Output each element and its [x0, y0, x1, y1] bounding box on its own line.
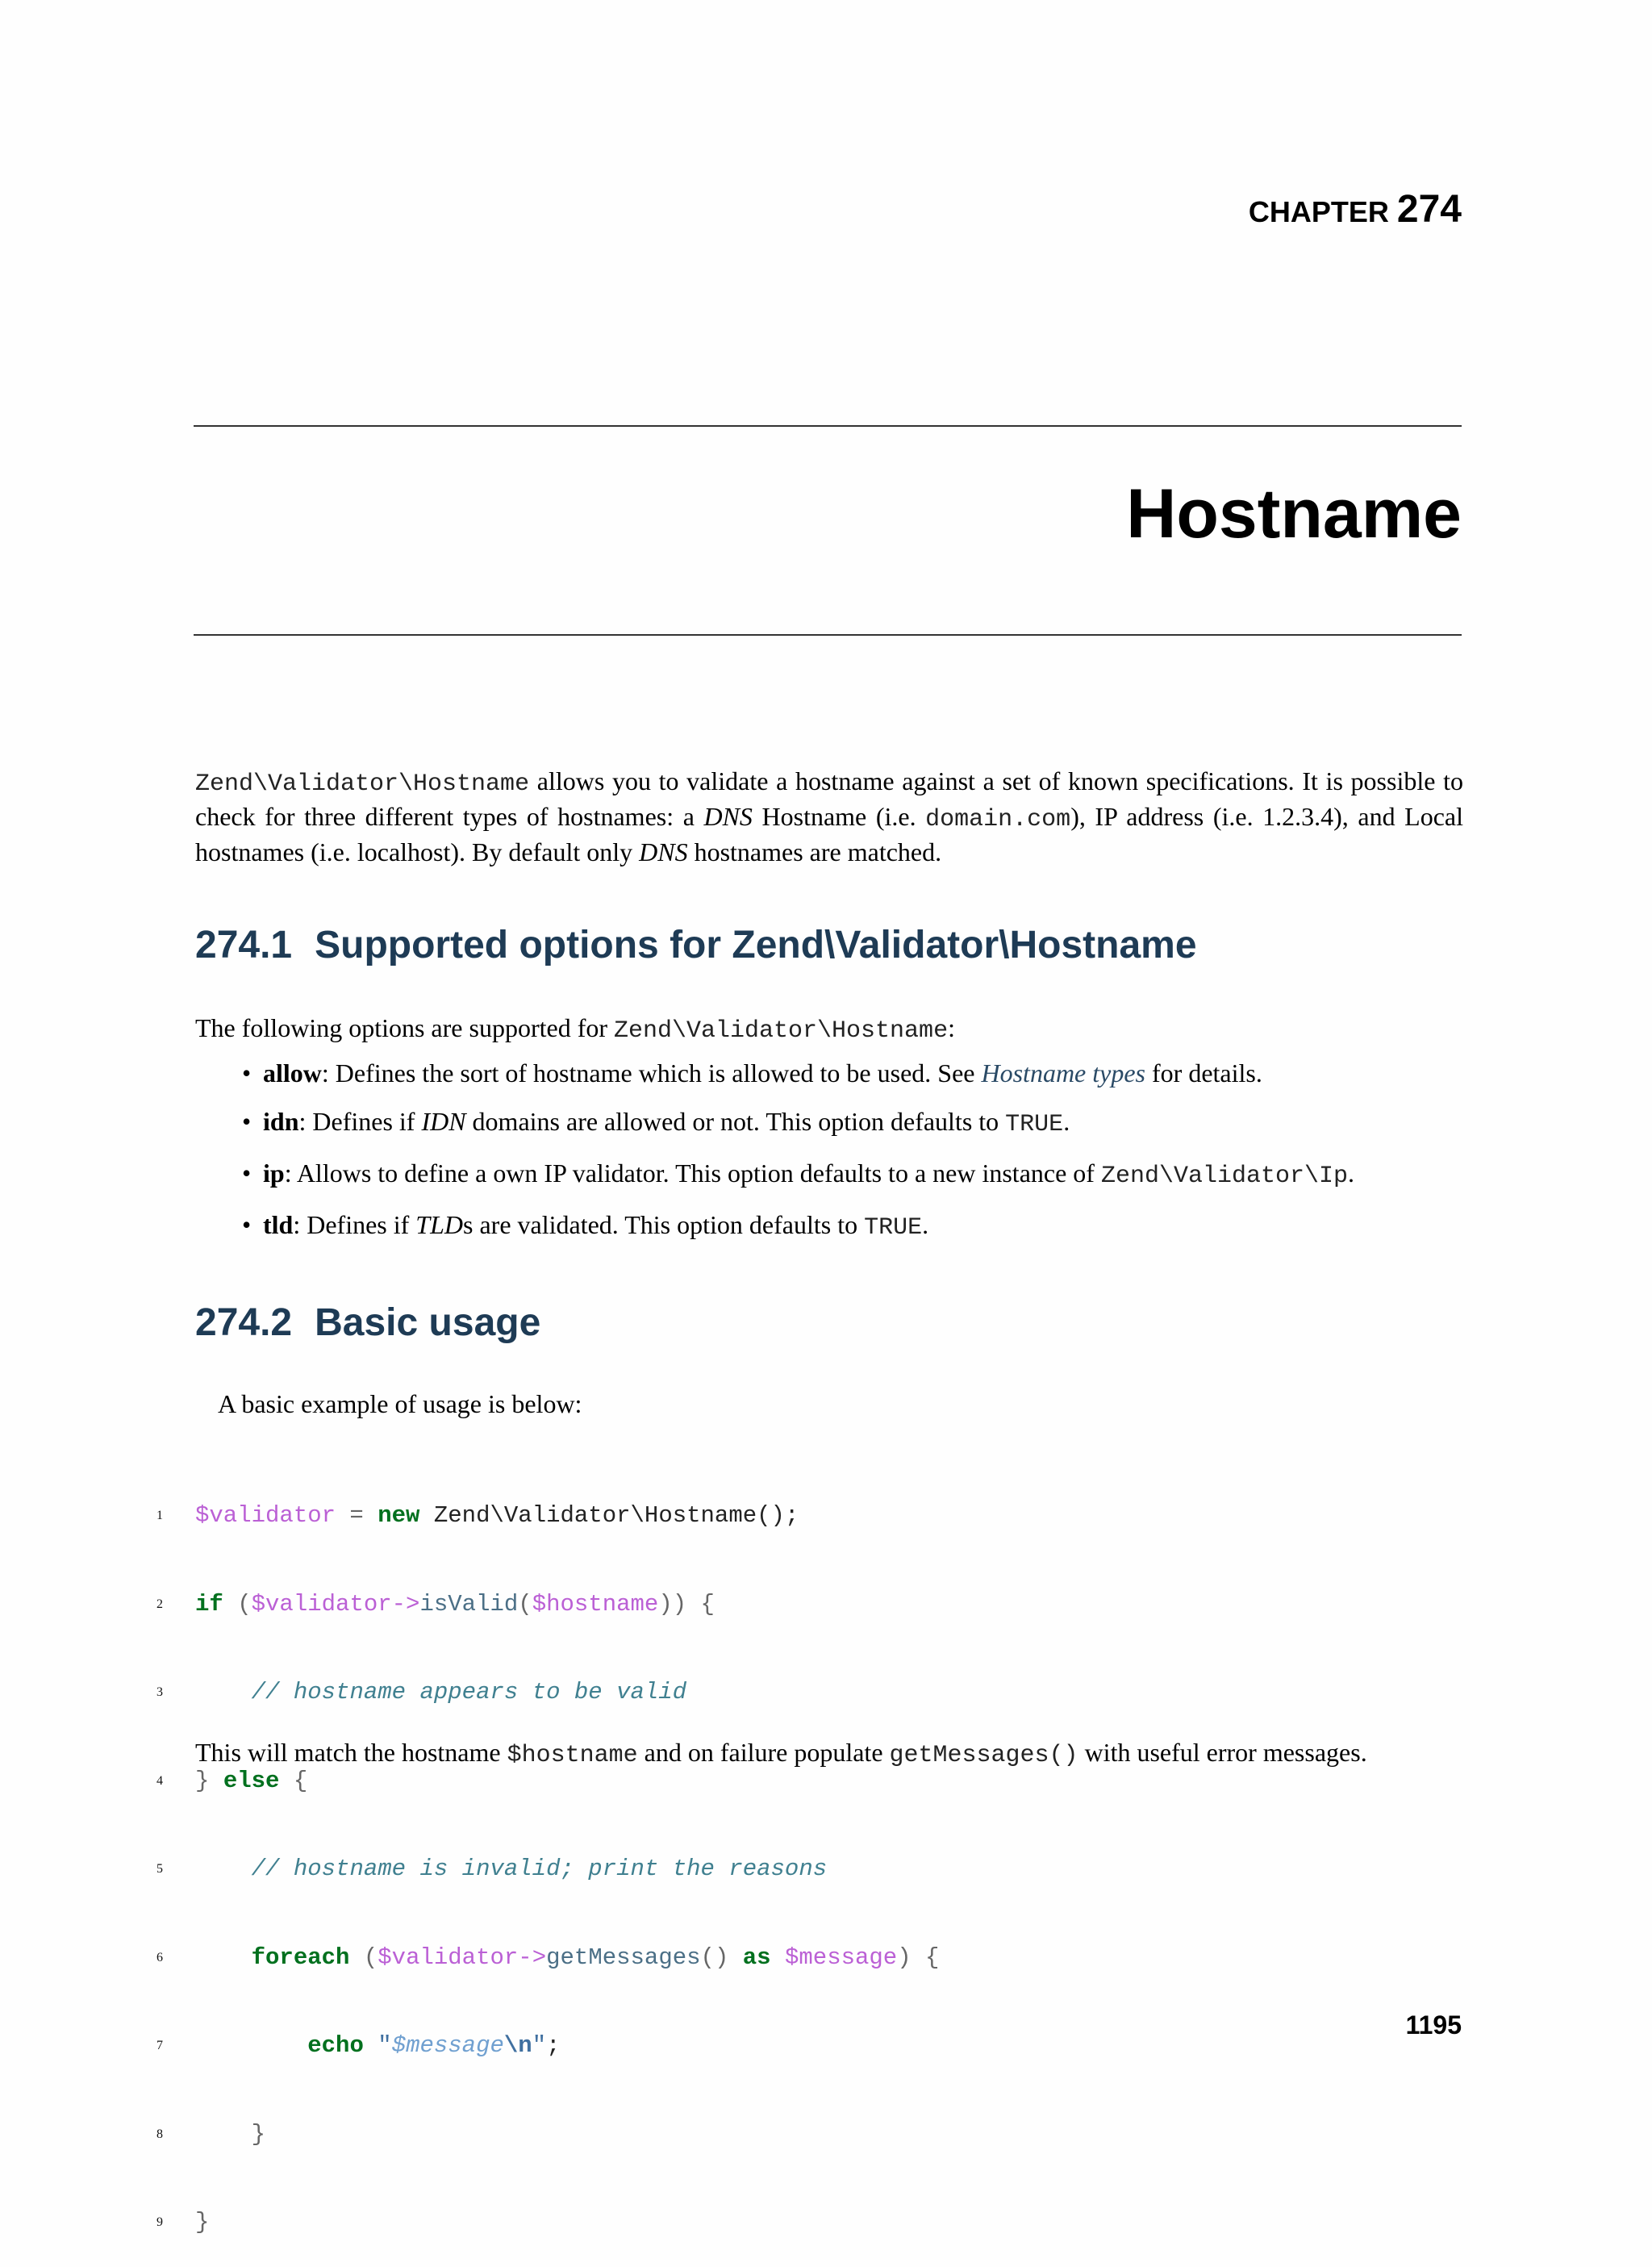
code-line — [0, 2031, 1652, 2061]
after-code-paragraph — [195, 1736, 1463, 1772]
code-token: echo — [307, 2032, 364, 2059]
bottom-title-rule — [194, 634, 1462, 636]
option-ip — [242, 1157, 1452, 1192]
after-text-2: and on failure populate — [637, 1738, 890, 1767]
code-comment: // hostname appears to be valid — [251, 1679, 687, 1705]
option-code: TRUE — [864, 1214, 923, 1242]
code-indent — [195, 1679, 252, 1705]
code-token: \n — [503, 2032, 532, 2059]
option-name: ip — [263, 1159, 285, 1188]
line-number: 5 — [156, 1862, 163, 1876]
option-emphasis: IDN — [421, 1107, 466, 1136]
option-text: . — [922, 1210, 929, 1239]
code-token — [771, 1944, 785, 1971]
option-name: allow — [263, 1058, 322, 1088]
line-number: 9 — [156, 2215, 163, 2229]
code-line — [0, 1501, 1652, 1531]
code-line — [0, 1678, 1652, 1708]
intro-class-name: Zend\Validator\Hostname — [195, 770, 530, 798]
code-token: $hostname — [532, 1590, 659, 1618]
code-token: as — [742, 1943, 771, 1971]
after-text-3: with useful error messages. — [1078, 1738, 1367, 1767]
options-lead-end: : — [948, 1013, 955, 1042]
intro-paragraph — [195, 765, 1463, 868]
code-token: foreach — [251, 1943, 350, 1971]
intro-dns-2: DNS — [639, 837, 688, 866]
code-token: ; — [546, 2032, 561, 2059]
page-number: 1195 — [1405, 2010, 1462, 2039]
code-source — [195, 1590, 715, 1620]
top-title-rule — [194, 425, 1462, 427]
section-heading-options — [195, 921, 1197, 970]
chapter-heading — [1249, 187, 1462, 235]
option-tld — [242, 1209, 1452, 1244]
option-text: domains are allowed or not. This option defaults to — [465, 1107, 1006, 1136]
code-block — [0, 1442, 1652, 2267]
option-emphasis: TLD — [415, 1210, 463, 1239]
code-token: -> — [518, 1943, 547, 1971]
line-number: 2 — [156, 1597, 163, 1611]
line-number: 8 — [156, 2127, 163, 2141]
option-text: for details. — [1145, 1058, 1262, 1088]
page-title: Hostname — [1126, 475, 1462, 553]
code-token — [364, 2032, 378, 2059]
section-heading-basic-usage — [195, 1299, 540, 1347]
code-token: $message — [391, 2032, 504, 2059]
option-idn — [242, 1105, 1452, 1141]
line-number: 6 — [156, 1950, 163, 1964]
intro-text-1: allows you to validate a hostname against a set of known specifications. It is possible to check for three different types of hostnames: a — [195, 766, 1463, 831]
code-source — [195, 1855, 827, 1885]
code-token: if — [195, 1590, 223, 1618]
code-token: ) { — [897, 1943, 940, 1971]
code-token: new — [378, 1502, 420, 1529]
code-source — [195, 2031, 561, 2061]
code-token: isValid — [419, 1590, 519, 1618]
code-line — [0, 1943, 1652, 1973]
code-token: $validator — [251, 1590, 392, 1618]
intro-text-4: hostnames are matched. — [687, 837, 942, 866]
option-text: . — [1348, 1159, 1355, 1188]
option-text: : Defines the sort of hostname which is allowed to be used. See — [321, 1058, 982, 1088]
basic-usage-lead: A basic example of usage is below: — [218, 1389, 582, 1418]
code-source: } — [195, 2120, 266, 2148]
section-title: Basic usage — [315, 1301, 541, 1344]
section-number: 274.1 — [195, 924, 293, 967]
intro-domain: domain.com — [925, 806, 1071, 833]
line-number: 4 — [156, 1773, 163, 1788]
code-indent — [195, 2032, 307, 2059]
code-token: -> — [391, 1590, 420, 1618]
option-text: . — [1063, 1107, 1070, 1136]
option-code: Zend\Validator\Ip — [1100, 1163, 1349, 1190]
code-line — [0, 1590, 1652, 1620]
option-allow — [242, 1057, 1452, 1089]
option-text: : Allows to define a own IP validator. This option defaults to a new instance of — [284, 1159, 1101, 1188]
option-text: : Defines if — [298, 1107, 422, 1136]
code-token: ( — [518, 1590, 532, 1618]
code-token: $message — [784, 1943, 898, 1971]
intro-text-2: Hostname (i.e. — [752, 802, 926, 831]
code-line — [0, 2208, 1652, 2238]
code-indent — [195, 1944, 252, 1971]
line-number: 3 — [156, 1685, 163, 1699]
line-number: 1 — [156, 1509, 163, 1522]
intro-dns: DNS — [703, 802, 753, 831]
line-number: 7 — [156, 2039, 163, 2052]
code-token: () — [700, 1943, 743, 1971]
code-token: else — [223, 1767, 280, 1794]
section-title: Supported options for Zend\Validator\Hostname — [315, 924, 1197, 967]
code-token: } — [195, 1767, 223, 1794]
hostname-types-link[interactable]: Hostname types — [981, 1058, 1145, 1088]
code-source: } — [195, 2209, 210, 2236]
option-text: : Defines if — [293, 1210, 416, 1239]
option-code: TRUE — [1005, 1111, 1064, 1138]
after-code-1: $hostname — [507, 1742, 638, 1769]
code-line — [0, 2120, 1652, 2150]
option-name: tld — [263, 1210, 294, 1239]
section-number: 274.2 — [195, 1301, 293, 1344]
code-source — [195, 1501, 799, 1531]
code-source — [195, 1678, 686, 1708]
code-token: $validator — [378, 1943, 519, 1971]
after-code-2: getMessages() — [889, 1742, 1078, 1769]
code-token: ( — [349, 1943, 378, 1971]
code-token: ( — [223, 1590, 252, 1618]
option-text: s are validated. This option defaults to — [463, 1210, 865, 1239]
code-token: = — [336, 1502, 378, 1529]
code-token: Zend\Validator\Hostname(); — [419, 1502, 799, 1529]
options-lead — [195, 1012, 1463, 1047]
chapter-label: CHAPTER — [1248, 195, 1389, 228]
after-text-1: This will match the hostname — [195, 1738, 507, 1767]
option-name: idn — [263, 1107, 299, 1136]
options-lead-code: Zend\Validator\Hostname — [614, 1017, 949, 1045]
code-token: $validator — [195, 1502, 336, 1529]
code-token: " — [378, 2032, 392, 2059]
code-source — [195, 1943, 939, 1973]
code-token: getMessages — [546, 1943, 701, 1971]
code-token: { — [279, 1767, 308, 1794]
intro-text-3: ), IP address (i.e. 1.2.3.4), and Local hostnames (i.e. localhost). By default only — [195, 802, 1463, 866]
options-list — [242, 1057, 1452, 1260]
code-comment: // hostname is invalid; print the reasons — [251, 1856, 828, 1882]
code-token: " — [532, 2032, 547, 2059]
code-indent — [195, 1856, 252, 1882]
code-line — [0, 1855, 1652, 1885]
code-token: )) { — [658, 1590, 715, 1618]
options-lead-text: The following options are supported for — [195, 1013, 614, 1042]
chapter-number: 274 — [1396, 188, 1462, 231]
